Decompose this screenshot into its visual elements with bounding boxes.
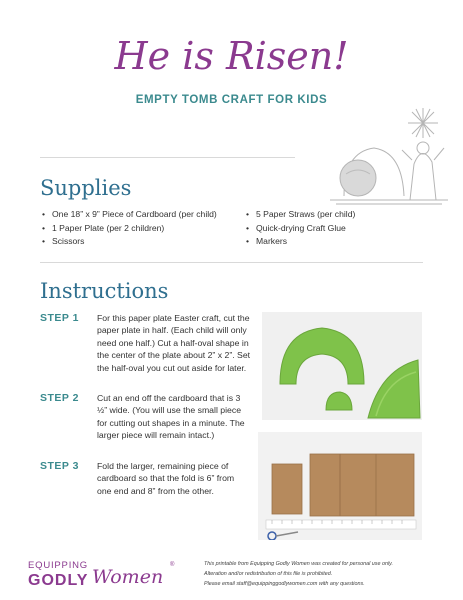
step-3-label: STEP 3	[40, 460, 79, 472]
empty-tomb-illustration	[326, 104, 452, 212]
paper-plate-photo	[262, 312, 422, 420]
step-text-line: larger piece will remain intact.)	[97, 430, 215, 441]
footer-note-line: Please email staff@equippinggodlywomen.com with any questions.	[204, 580, 365, 587]
step-text-line: for cutting out shapes in a minute. The	[97, 417, 245, 428]
paper-plate-image	[262, 312, 422, 420]
step-text-line: the half-oval you cut out aside for later.	[97, 362, 247, 373]
list-item: • Quick-drying Craft Glue	[244, 222, 424, 236]
step-2-label: STEP 2	[40, 392, 79, 404]
footer-note-line: Alteration and/or redistribution of this file is prohibited.	[204, 570, 333, 577]
step-text-line: paper plate in half. (Each child will only	[97, 325, 247, 336]
step-text-line: need one half.) Cut a half-oval shape in	[97, 337, 249, 348]
footer-note	[204, 560, 454, 589]
step-text-line: one end and 8” from the other.	[97, 485, 214, 496]
step-2-text	[97, 392, 265, 442]
supplies-list-left	[40, 208, 240, 249]
step-text-line: ½” wide. (You will use the small piece	[97, 405, 242, 416]
step-text-line: For this paper plate Easter craft, cut the	[97, 313, 250, 323]
divider	[40, 262, 423, 263]
supplies-heading: Supplies	[40, 176, 132, 200]
step-3-text	[97, 460, 265, 497]
instructions-heading: Instructions	[40, 279, 169, 303]
cardboard-image	[258, 432, 422, 540]
brand-women: Women	[92, 566, 164, 588]
step-1-text	[97, 312, 265, 374]
page-title: He is Risen!	[114, 34, 349, 78]
list-item: • 5 Paper Straws (per child)	[244, 208, 424, 222]
step-text-line: Fold the larger, remaining piece of	[97, 461, 229, 471]
brand-godly: GODLY	[28, 572, 89, 589]
brand-equipping: EQUIPPING	[28, 560, 88, 571]
brand-logo	[20, 560, 185, 596]
step-text-line: the center of the plate about 2” x 2”. Set	[97, 350, 251, 361]
page-subtitle: EMPTY TOMB CRAFT FOR KIDS	[135, 94, 328, 106]
cardboard-photo	[258, 432, 422, 540]
list-item: • Scissors	[40, 235, 240, 249]
footer-note-line: This printable from Equipping Godly Women was created for personal use only.	[204, 561, 393, 567]
list-item: • Markers	[244, 235, 424, 249]
supplies-list-right	[244, 208, 424, 249]
registered-mark: ®	[170, 562, 175, 568]
step-text-line: cardboard so that the fold is 6” from	[97, 473, 235, 484]
step-text-line: Cut an end off the cardboard that is 3	[97, 393, 241, 403]
list-item: • 1 Paper Plate (per 2 children)	[40, 222, 240, 236]
step-1-label: STEP 1	[40, 312, 79, 324]
divider	[40, 157, 295, 158]
list-item: • One 18” x 9” Piece of Cardboard (per child)	[40, 208, 240, 222]
